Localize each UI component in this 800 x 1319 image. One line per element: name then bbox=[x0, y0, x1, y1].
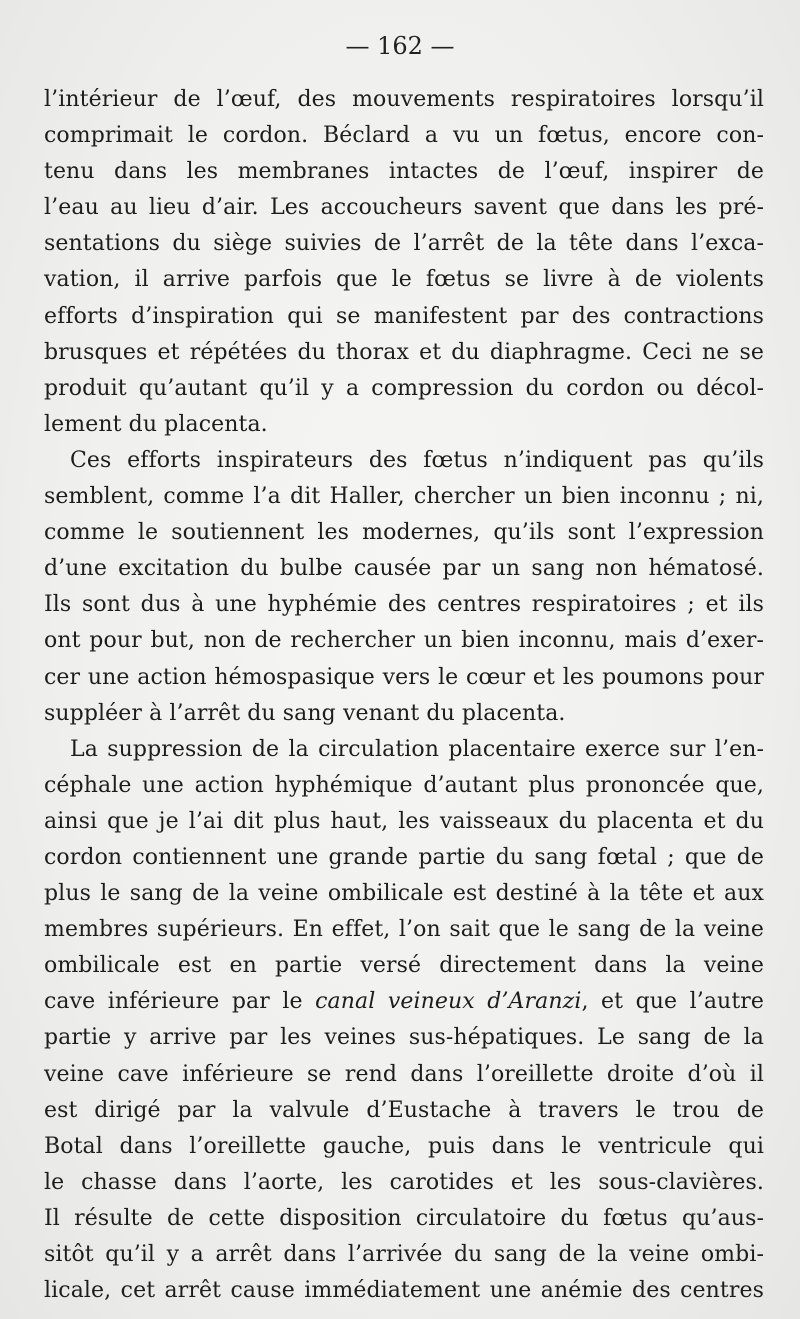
text-line: le chasse dans l’aorte, les carotides et les sous-clavières. bbox=[44, 1169, 764, 1195]
text-line: licale, cet arrêt cause immédiatement une anémie des centres bbox=[44, 1278, 764, 1304]
text-line: Botal dans l’oreillette gauche, puis dans le ventricule qui bbox=[44, 1133, 764, 1159]
text-line: Ces efforts inspirateurs des fœtus n’indiquent pas qu’ils bbox=[70, 447, 764, 473]
text-line: vation, il arrive parfois que le fœtus se livre à de violents bbox=[44, 267, 764, 293]
text-line: sentations du siège suivies de l’arrêt de la tête dans l’exca- bbox=[44, 231, 764, 257]
text-line: Il résulte de cette disposition circulatoire du fœtus qu’aus- bbox=[44, 1205, 764, 1231]
text-line: est dirigé par la valvule d’Eustache à travers le trou de bbox=[44, 1097, 764, 1123]
paragraph-1 bbox=[44, 82, 764, 443]
text-line: La suppression de la circulation placentaire exerce sur l’en- bbox=[70, 736, 764, 762]
body-text bbox=[44, 82, 764, 1309]
page-number: — 162 — bbox=[345, 32, 455, 60]
text-line: produit qu’autant qu’il y a compression du cordon ou décol- bbox=[44, 375, 764, 401]
text-line: veine cave inférieure se rend dans l’oreillette droite d’où il bbox=[44, 1061, 764, 1087]
text-line: l’intérieur de l’œuf, des mouvements respiratoires lorsqu’il bbox=[44, 87, 764, 112]
text-segment: cave inférieure par le bbox=[44, 989, 316, 1015]
text-line: comme le soutiennent les modernes, qu’ils sont l’expression bbox=[44, 520, 764, 546]
text-line: ont pour but, non de rechercher un bien inconnu, mais d’exer- bbox=[44, 628, 764, 654]
text-line: semblent, comme l’a dit Haller, chercher un bien inconnu ; ni, bbox=[44, 484, 764, 510]
text-line: ainsi que je l’ai dit plus haut, les vaisseaux du placenta et du bbox=[44, 808, 764, 834]
text-line: partie y arrive par les veines sus-hépatiques. Le sang de la bbox=[44, 1025, 764, 1051]
text-line: tenu dans les membranes intactes de l’œuf, inspirer de bbox=[44, 159, 764, 185]
text-line: l’eau au lieu d’air. Les accoucheurs savent que dans les pré- bbox=[44, 195, 764, 221]
text-line: suppléer à l’arrêt du sang venant du placenta. bbox=[44, 700, 566, 726]
text-segment: , et que l’autre bbox=[581, 989, 765, 1015]
text-line: lement du placenta. bbox=[44, 411, 268, 437]
text-line: Ils sont dus à une hyphémie des centres respiratoires ; et ils bbox=[44, 592, 764, 618]
text-line-with-italic bbox=[44, 984, 764, 1020]
text-line: d’une excitation du bulbe causée par un sang non hématosé. bbox=[44, 556, 764, 582]
text-line: sitôt qu’il y a arrêt dans l’arrivée du sang de la veine ombi- bbox=[44, 1242, 764, 1267]
text-line: membres supérieurs. En effet, l’on sait que le sang de la veine bbox=[44, 917, 764, 943]
text-line: ombilicale est en partie versé directement dans la veine bbox=[44, 953, 764, 979]
text-line: céphale une action hyphémique d’autant plus prononcée que, bbox=[44, 772, 764, 798]
paragraph-3 bbox=[44, 732, 764, 1310]
text-line: cer une action hémospasique vers le cœur et les poumons pour bbox=[44, 664, 764, 690]
text-line: efforts d’inspiration qui se manifestent par des contractions bbox=[44, 303, 764, 329]
paragraph-2 bbox=[44, 443, 764, 732]
text-line: comprimait le cordon. Béclard a vu un fœtus, encore con- bbox=[44, 123, 764, 149]
text-line: cordon contiennent une grande partie du sang fœtal ; que de bbox=[44, 844, 764, 870]
italic-term: canal veineux d’Aranzi bbox=[315, 989, 582, 1015]
text-line: plus le sang de la veine ombilicale est destiné à la tête et aux bbox=[44, 881, 764, 907]
text-line: brusques et répétées du thorax et du diaphragme. Ceci ne se bbox=[44, 339, 764, 365]
